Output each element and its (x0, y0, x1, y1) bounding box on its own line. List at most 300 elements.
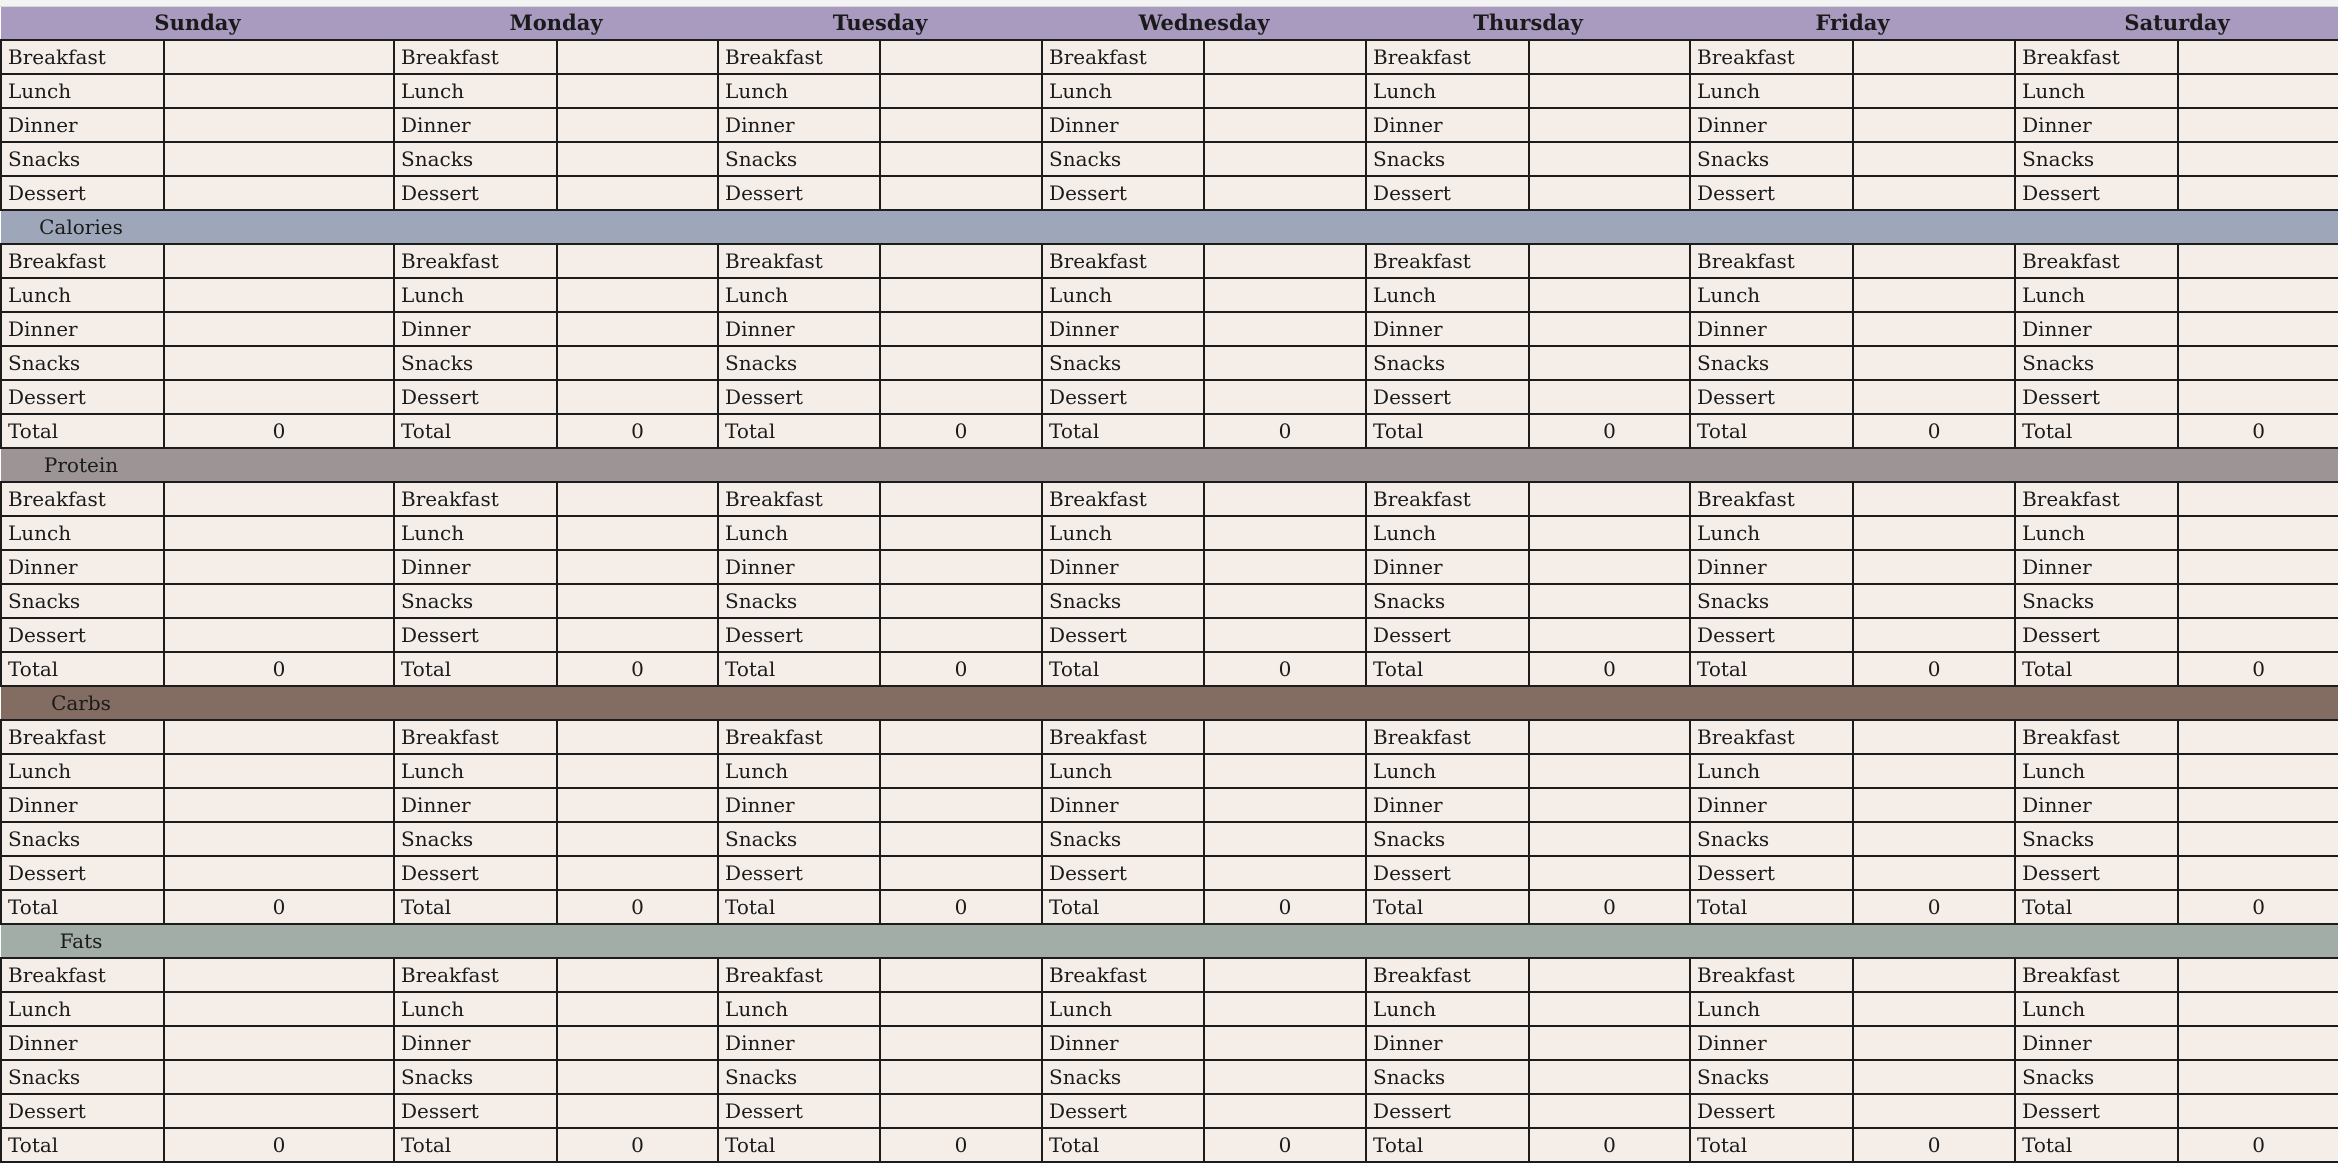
value-cell[interactable] (1204, 346, 1366, 380)
value-cell[interactable] (557, 244, 718, 278)
meal-label-cell: Lunch (1, 754, 164, 788)
value-cell[interactable] (557, 550, 718, 584)
total-label-cell: Total (718, 414, 880, 448)
total-value-cell[interactable]: 0 (1529, 890, 1690, 924)
value-cell[interactable] (164, 618, 394, 652)
meal-label-cell: Dessert (718, 380, 880, 414)
value-cell[interactable] (2178, 788, 2338, 822)
value-cell[interactable] (2178, 516, 2338, 550)
value-cell[interactable] (1529, 1026, 1690, 1060)
value-cell[interactable] (1529, 176, 1690, 210)
meal-label-cell: Dessert (1690, 856, 1853, 890)
total-label-cell: Total (394, 652, 557, 686)
value-cell[interactable] (1204, 788, 1366, 822)
value-cell[interactable] (2178, 176, 2338, 210)
day-header-saturday: Saturday (2015, 7, 2338, 40)
meal-label-cell: Dinner (718, 312, 880, 346)
value-cell[interactable] (2178, 278, 2338, 312)
total-value-cell[interactable]: 0 (2178, 890, 2338, 924)
value-cell[interactable] (880, 550, 1042, 584)
meal-label-cell: Dessert (1, 176, 164, 210)
carbs-row-total (1, 890, 2338, 924)
value-cell[interactable] (1204, 1060, 1366, 1094)
value-cell[interactable] (2178, 1060, 2338, 1094)
total-value-cell[interactable]: 0 (164, 890, 394, 924)
value-cell[interactable] (1853, 550, 2015, 584)
value-cell[interactable] (1853, 584, 2015, 618)
value-cell[interactable] (1853, 754, 2015, 788)
value-cell[interactable] (164, 754, 394, 788)
meal-label-cell: Breakfast (1042, 244, 1204, 278)
meal-label-cell: Snacks (1366, 822, 1529, 856)
meal-label-cell: Snacks (1, 822, 164, 856)
meal-label-cell: Lunch (1, 74, 164, 108)
value-cell[interactable] (1204, 516, 1366, 550)
value-cell[interactable] (880, 822, 1042, 856)
value-cell[interactable] (1204, 1094, 1366, 1128)
value-cell[interactable] (1204, 278, 1366, 312)
fats-row-dessert (1, 1094, 2338, 1128)
total-value-cell[interactable]: 0 (557, 890, 718, 924)
value-cell[interactable] (164, 1094, 394, 1128)
value-cell[interactable] (880, 108, 1042, 142)
value-cell[interactable] (557, 1060, 718, 1094)
value-cell[interactable] (1204, 244, 1366, 278)
meal-label-cell: Dessert (394, 380, 557, 414)
value-cell[interactable] (164, 516, 394, 550)
meal-label-cell: Breakfast (1366, 40, 1529, 74)
value-cell[interactable] (1529, 244, 1690, 278)
meal-label-cell: Breakfast (1042, 482, 1204, 516)
value-cell[interactable] (880, 40, 1042, 74)
value-cell[interactable] (164, 992, 394, 1026)
value-cell[interactable] (880, 754, 1042, 788)
day-header-row (1, 7, 2338, 40)
value-cell[interactable] (1204, 482, 1366, 516)
meal-label-cell: Breakfast (1366, 958, 1529, 992)
value-cell[interactable] (880, 1026, 1042, 1060)
value-cell[interactable] (164, 856, 394, 890)
value-cell[interactable] (1853, 788, 2015, 822)
value-cell[interactable] (2178, 856, 2338, 890)
section-header-cell (1, 686, 2338, 720)
meal-label-cell: Dessert (1, 380, 164, 414)
value-cell[interactable] (1204, 754, 1366, 788)
value-cell[interactable] (164, 74, 394, 108)
value-cell[interactable] (880, 380, 1042, 414)
meal-label-cell: Dinner (2015, 312, 2178, 346)
value-cell[interactable] (557, 278, 718, 312)
value-cell[interactable] (557, 74, 718, 108)
value-cell[interactable] (1853, 958, 2015, 992)
value-cell[interactable] (1529, 788, 1690, 822)
value-cell[interactable] (1853, 278, 2015, 312)
value-cell[interactable] (164, 550, 394, 584)
meal-label-cell: Lunch (718, 992, 880, 1026)
total-value-cell[interactable]: 0 (1529, 414, 1690, 448)
value-cell[interactable] (1204, 142, 1366, 176)
menu-row-dessert (1, 176, 2338, 210)
value-cell[interactable] (2178, 822, 2338, 856)
value-cell[interactable] (2178, 1094, 2338, 1128)
total-label-cell: Total (2015, 1128, 2178, 1162)
value-cell[interactable] (880, 142, 1042, 176)
value-cell[interactable] (880, 278, 1042, 312)
value-cell[interactable] (880, 74, 1042, 108)
meal-label-cell: Dessert (1366, 856, 1529, 890)
value-cell[interactable] (557, 516, 718, 550)
meal-label-cell: Breakfast (1, 244, 164, 278)
carbs-row-dinner (1, 788, 2338, 822)
value-cell[interactable] (880, 720, 1042, 754)
value-cell[interactable] (557, 788, 718, 822)
meal-label-cell: Dessert (1690, 176, 1853, 210)
meal-label-cell: Dinner (1690, 312, 1853, 346)
meal-label-cell: Dinner (1366, 1026, 1529, 1060)
value-cell[interactable] (2178, 720, 2338, 754)
carbs-row-dessert (1, 856, 2338, 890)
value-cell[interactable] (1529, 1094, 1690, 1128)
value-cell[interactable] (1853, 1094, 2015, 1128)
total-value-cell[interactable]: 0 (1853, 652, 2015, 686)
meal-label-cell: Dinner (2015, 550, 2178, 584)
value-cell[interactable] (2178, 1026, 2338, 1060)
value-cell[interactable] (1204, 176, 1366, 210)
total-label-cell: Total (1042, 890, 1204, 924)
value-cell[interactable] (1853, 176, 2015, 210)
total-value-cell[interactable]: 0 (557, 1128, 718, 1162)
total-value-cell[interactable]: 0 (2178, 652, 2338, 686)
total-value-cell[interactable]: 0 (1529, 1128, 1690, 1162)
value-cell[interactable] (1853, 108, 2015, 142)
value-cell[interactable] (2178, 312, 2338, 346)
meal-label-cell: Breakfast (1366, 482, 1529, 516)
meal-label-cell: Dinner (1042, 550, 1204, 584)
value-cell[interactable] (1853, 346, 2015, 380)
value-cell[interactable] (1853, 380, 2015, 414)
value-cell[interactable] (557, 720, 718, 754)
section-title: Carbs (51, 691, 111, 715)
value-cell[interactable] (1529, 584, 1690, 618)
value-cell[interactable] (1529, 1060, 1690, 1094)
meal-label-cell: Snacks (1042, 142, 1204, 176)
meal-label-cell: Dinner (1042, 1026, 1204, 1060)
meal-label-cell: Lunch (718, 74, 880, 108)
value-cell[interactable] (1853, 1026, 2015, 1060)
value-cell[interactable] (1529, 108, 1690, 142)
section-title: Protein (43, 453, 119, 477)
total-label-cell: Total (2015, 890, 2178, 924)
meal-label-cell: Lunch (394, 992, 557, 1026)
value-cell[interactable] (164, 720, 394, 754)
value-cell[interactable] (880, 346, 1042, 380)
value-cell[interactable] (164, 346, 394, 380)
value-cell[interactable] (880, 176, 1042, 210)
value-cell[interactable] (880, 584, 1042, 618)
meal-label-cell: Dessert (1042, 380, 1204, 414)
value-cell[interactable] (1204, 958, 1366, 992)
value-cell[interactable] (2178, 40, 2338, 74)
total-label-cell: Total (1690, 1128, 1853, 1162)
value-cell[interactable] (164, 176, 394, 210)
value-cell[interactable] (880, 856, 1042, 890)
value-cell[interactable] (1529, 482, 1690, 516)
value-cell[interactable] (2178, 74, 2338, 108)
meal-label-cell: Snacks (394, 1060, 557, 1094)
value-cell[interactable] (164, 142, 394, 176)
value-cell[interactable] (1529, 380, 1690, 414)
value-cell[interactable] (557, 176, 718, 210)
total-label-cell: Total (1, 1128, 164, 1162)
total-value-cell[interactable]: 0 (1204, 652, 1366, 686)
value-cell[interactable] (557, 482, 718, 516)
section-header-calories (1, 210, 2338, 244)
value-cell[interactable] (1529, 142, 1690, 176)
value-cell[interactable] (164, 380, 394, 414)
value-cell[interactable] (164, 584, 394, 618)
meal-label-cell: Lunch (394, 74, 557, 108)
total-value-cell[interactable]: 0 (1204, 1128, 1366, 1162)
total-label-cell: Total (394, 414, 557, 448)
value-cell[interactable] (1204, 1026, 1366, 1060)
value-cell[interactable] (1529, 278, 1690, 312)
total-value-cell[interactable]: 0 (1204, 414, 1366, 448)
meal-label-cell: Breakfast (394, 40, 557, 74)
value-cell[interactable] (557, 856, 718, 890)
value-cell[interactable] (2178, 618, 2338, 652)
value-cell[interactable] (2178, 108, 2338, 142)
value-cell[interactable] (1204, 40, 1366, 74)
value-cell[interactable] (2178, 550, 2338, 584)
value-cell[interactable] (880, 1060, 1042, 1094)
value-cell[interactable] (557, 312, 718, 346)
value-cell[interactable] (1853, 516, 2015, 550)
value-cell[interactable] (164, 244, 394, 278)
value-cell[interactable] (557, 1026, 718, 1060)
value-cell[interactable] (1204, 856, 1366, 890)
total-value-cell[interactable]: 0 (2178, 414, 2338, 448)
value-cell[interactable] (2178, 584, 2338, 618)
meal-label-cell: Snacks (1042, 346, 1204, 380)
section-header-carbs (1, 686, 2338, 720)
value-cell[interactable] (164, 278, 394, 312)
meal-label-cell: Snacks (718, 346, 880, 380)
section-header-cell (1, 210, 2338, 244)
value-cell[interactable] (1529, 312, 1690, 346)
value-cell[interactable] (164, 1026, 394, 1060)
value-cell[interactable] (1853, 74, 2015, 108)
value-cell[interactable] (880, 618, 1042, 652)
value-cell[interactable] (1204, 720, 1366, 754)
meal-label-cell: Breakfast (1690, 244, 1853, 278)
meal-label-cell: Breakfast (1366, 720, 1529, 754)
meal-label-cell: Dinner (1690, 788, 1853, 822)
total-label-cell: Total (718, 1128, 880, 1162)
menu-row-snacks (1, 142, 2338, 176)
value-cell[interactable] (1529, 618, 1690, 652)
total-label-cell: Total (1042, 414, 1204, 448)
total-value-cell[interactable]: 0 (880, 890, 1042, 924)
value-cell[interactable] (2178, 754, 2338, 788)
meal-label-cell: Snacks (1042, 1060, 1204, 1094)
value-cell[interactable] (2178, 142, 2338, 176)
meal-label-cell: Breakfast (1, 720, 164, 754)
meal-label-cell: Dessert (2015, 1094, 2178, 1128)
total-value-cell[interactable]: 0 (164, 414, 394, 448)
value-cell[interactable] (1853, 40, 2015, 74)
value-cell[interactable] (557, 40, 718, 74)
value-cell[interactable] (557, 142, 718, 176)
value-cell[interactable] (880, 312, 1042, 346)
value-cell[interactable] (1529, 720, 1690, 754)
meal-label-cell: Lunch (1042, 516, 1204, 550)
value-cell[interactable] (880, 992, 1042, 1026)
total-value-cell[interactable]: 0 (164, 652, 394, 686)
value-cell[interactable] (1853, 720, 2015, 754)
value-cell[interactable] (2178, 958, 2338, 992)
value-cell[interactable] (164, 312, 394, 346)
meal-label-cell: Dinner (1690, 550, 1853, 584)
value-cell[interactable] (164, 822, 394, 856)
total-value-cell[interactable]: 0 (880, 414, 1042, 448)
value-cell[interactable] (557, 754, 718, 788)
meal-label-cell: Dessert (1042, 618, 1204, 652)
value-cell[interactable] (1204, 584, 1366, 618)
value-cell[interactable] (1529, 346, 1690, 380)
value-cell[interactable] (880, 1094, 1042, 1128)
total-label-cell: Total (1, 652, 164, 686)
value-cell[interactable] (164, 788, 394, 822)
value-cell[interactable] (880, 788, 1042, 822)
meal-label-cell: Lunch (2015, 278, 2178, 312)
meal-label-cell: Breakfast (1, 40, 164, 74)
value-cell[interactable] (1529, 74, 1690, 108)
value-cell[interactable] (1853, 992, 2015, 1026)
value-cell[interactable] (557, 108, 718, 142)
calories-row-breakfast (1, 244, 2338, 278)
value-cell[interactable] (164, 958, 394, 992)
total-value-cell[interactable]: 0 (1529, 652, 1690, 686)
value-cell[interactable] (557, 380, 718, 414)
total-value-cell[interactable]: 0 (557, 652, 718, 686)
value-cell[interactable] (1204, 108, 1366, 142)
carbs-row-lunch (1, 754, 2338, 788)
day-header-tuesday: Tuesday (718, 7, 1042, 40)
value-cell[interactable] (1204, 550, 1366, 584)
value-cell[interactable] (557, 584, 718, 618)
value-cell[interactable] (557, 1094, 718, 1128)
value-cell[interactable] (1204, 618, 1366, 652)
value-cell[interactable] (1529, 40, 1690, 74)
value-cell[interactable] (1204, 380, 1366, 414)
value-cell[interactable] (557, 992, 718, 1026)
meal-label-cell: Dessert (2015, 856, 2178, 890)
total-value-cell[interactable]: 0 (164, 1128, 394, 1162)
value-cell[interactable] (1529, 856, 1690, 890)
value-cell[interactable] (1204, 992, 1366, 1026)
value-cell[interactable] (164, 482, 394, 516)
value-cell[interactable] (1529, 754, 1690, 788)
value-cell[interactable] (880, 482, 1042, 516)
total-value-cell[interactable]: 0 (2178, 1128, 2338, 1162)
value-cell[interactable] (1529, 516, 1690, 550)
value-cell[interactable] (880, 516, 1042, 550)
total-value-cell[interactable]: 0 (1204, 890, 1366, 924)
carbs-row-snacks (1, 822, 2338, 856)
value-cell[interactable] (1853, 1060, 2015, 1094)
meal-label-cell: Dinner (394, 1026, 557, 1060)
value-cell[interactable] (1529, 822, 1690, 856)
value-cell[interactable] (557, 618, 718, 652)
value-cell[interactable] (2178, 992, 2338, 1026)
total-label-cell: Total (718, 890, 880, 924)
value-cell[interactable] (1853, 244, 2015, 278)
total-label-cell: Total (1, 890, 164, 924)
value-cell[interactable] (1853, 482, 2015, 516)
value-cell[interactable] (880, 958, 1042, 992)
day-header-wednesday: Wednesday (1042, 7, 1366, 40)
value-cell[interactable] (2178, 380, 2338, 414)
total-value-cell[interactable]: 0 (557, 414, 718, 448)
total-value-cell[interactable]: 0 (880, 1128, 1042, 1162)
value-cell[interactable] (164, 108, 394, 142)
total-value-cell[interactable]: 0 (880, 652, 1042, 686)
meal-label-cell: Lunch (1366, 278, 1529, 312)
meal-label-cell: Dessert (1, 618, 164, 652)
value-cell[interactable] (164, 1060, 394, 1094)
value-cell[interactable] (880, 244, 1042, 278)
total-value-cell[interactable]: 0 (1853, 1128, 2015, 1162)
protein-row-snacks (1, 584, 2338, 618)
meal-label-cell: Dinner (718, 108, 880, 142)
value-cell[interactable] (1204, 312, 1366, 346)
value-cell[interactable] (1853, 618, 2015, 652)
value-cell[interactable] (164, 40, 394, 74)
meal-label-cell: Lunch (1690, 992, 1853, 1026)
total-value-cell[interactable]: 0 (1853, 414, 2015, 448)
value-cell[interactable] (1529, 550, 1690, 584)
meal-label-cell: Dessert (394, 856, 557, 890)
value-cell[interactable] (557, 958, 718, 992)
meal-label-cell: Breakfast (1, 482, 164, 516)
total-value-cell[interactable]: 0 (1853, 890, 2015, 924)
value-cell[interactable] (557, 346, 718, 380)
meal-label-cell: Snacks (718, 142, 880, 176)
value-cell[interactable] (1853, 312, 2015, 346)
value-cell[interactable] (1853, 142, 2015, 176)
value-cell[interactable] (1529, 958, 1690, 992)
meal-label-cell: Snacks (394, 822, 557, 856)
value-cell[interactable] (1853, 822, 2015, 856)
value-cell[interactable] (1853, 856, 2015, 890)
value-cell[interactable] (2178, 244, 2338, 278)
meal-label-cell: Dinner (1042, 788, 1204, 822)
meal-label-cell: Lunch (1042, 74, 1204, 108)
fats-row-snacks (1, 1060, 2338, 1094)
meal-label-cell: Snacks (2015, 822, 2178, 856)
value-cell[interactable] (2178, 346, 2338, 380)
meal-label-cell: Snacks (1690, 1060, 1853, 1094)
meal-label-cell: Dessert (1690, 1094, 1853, 1128)
total-label-cell: Total (1690, 414, 1853, 448)
value-cell[interactable] (1204, 74, 1366, 108)
value-cell[interactable] (2178, 482, 2338, 516)
value-cell[interactable] (1529, 992, 1690, 1026)
value-cell[interactable] (1204, 822, 1366, 856)
meal-label-cell: Snacks (2015, 346, 2178, 380)
value-cell[interactable] (557, 822, 718, 856)
meal-label-cell: Breakfast (2015, 482, 2178, 516)
